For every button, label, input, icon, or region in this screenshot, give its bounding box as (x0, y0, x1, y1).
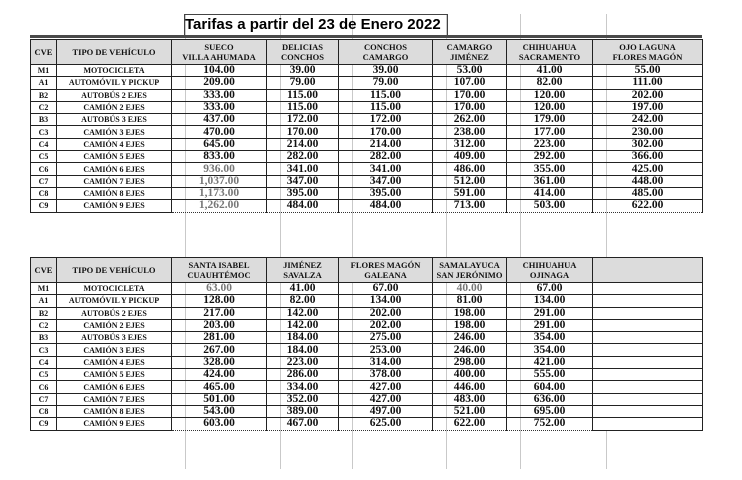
tariff-value-cell: 352.00 (267, 393, 339, 405)
tariff-value-cell: 246.00 (433, 344, 507, 356)
tariff-value-cell: 467.00 (267, 418, 339, 430)
tariff-value-cell: 292.00 (507, 151, 593, 163)
table-1-header-row (31, 40, 703, 65)
tariff-value-cell: 134.00 (339, 295, 433, 307)
tariff-value-cell: 395.00 (339, 187, 433, 199)
tariff-value-cell: 497.00 (339, 405, 433, 417)
table-row (31, 187, 703, 199)
cve-cell: A1 (31, 295, 57, 307)
cve-cell: C4 (31, 138, 57, 150)
empty-cell (593, 418, 703, 430)
tariff-table-2 (30, 257, 703, 431)
table-row (31, 114, 703, 126)
route-header (433, 40, 507, 65)
vehicle-type-cell: CAMIÓN 6 EJES (57, 163, 172, 175)
cve-header: CVE (31, 258, 57, 283)
vehicle-type-cell: CAMIÓN 2 EJES (57, 319, 172, 331)
tariff-value-cell: 555.00 (507, 369, 593, 381)
tariff-value-cell: 79.00 (339, 77, 433, 89)
tariff-value-cell: 603.00 (172, 418, 267, 430)
table-row (31, 77, 703, 89)
tariff-value-cell: 120.00 (507, 101, 593, 113)
tariff-value-cell: 67.00 (507, 283, 593, 295)
route-origin: CAMARGO (446, 42, 493, 52)
empty-cell (593, 393, 703, 405)
route-origin: JIMÉNEZ (283, 260, 322, 270)
cve-cell: C2 (31, 319, 57, 331)
route-destination: CUAUHTÉMOC (187, 270, 251, 280)
tariff-value-cell: 41.00 (507, 65, 593, 77)
table-row (31, 65, 703, 77)
route-destination: SACRAMENTO (518, 52, 581, 62)
route-header (267, 258, 339, 283)
tariff-table-1 (30, 39, 703, 213)
cve-cell: C6 (31, 381, 57, 393)
tariff-value-cell: 170.00 (433, 101, 507, 113)
tariff-value-cell: 39.00 (267, 65, 339, 77)
tariff-value-cell: 636.00 (507, 393, 593, 405)
tariff-value-cell: 223.00 (507, 138, 593, 150)
cve-cell: B3 (31, 332, 57, 344)
tariff-value-cell: 591.00 (433, 187, 507, 199)
tariff-value-cell: 333.00 (172, 101, 267, 113)
tariff-value-cell: 282.00 (339, 151, 433, 163)
empty-cell (593, 356, 703, 368)
empty-cell (593, 344, 703, 356)
route-origin: DELICIAS (281, 42, 324, 52)
tariff-value-cell: 752.00 (507, 418, 593, 430)
empty-cell (593, 332, 703, 344)
tariff-value-cell: 217.00 (172, 307, 267, 319)
tariff-value-cell: 1,262.00 (172, 200, 267, 212)
tariff-value-cell: 1,037.00 (172, 175, 267, 187)
route-header (172, 258, 267, 283)
route-destination: JIMÉNEZ (450, 52, 489, 62)
table-row (31, 405, 703, 417)
empty-cell (593, 283, 703, 295)
vehicle-type-cell: CAMIÓN 5 EJES (57, 369, 172, 381)
route-header (593, 40, 703, 65)
tariff-value-cell: 713.00 (433, 200, 507, 212)
tariff-value-cell: 202.00 (339, 319, 433, 331)
table-row (31, 101, 703, 113)
route-header (339, 40, 433, 65)
tariff-value-cell: 341.00 (339, 163, 433, 175)
tariff-value-cell: 172.00 (339, 114, 433, 126)
route-destination: GALEANA (364, 270, 407, 280)
route-origin: SANTA ISABEL (188, 260, 250, 270)
tariff-value-cell: 622.00 (593, 200, 703, 212)
table-row (31, 138, 703, 150)
tariff-value-cell: 465.00 (172, 381, 267, 393)
route-header (339, 258, 433, 283)
vehicle-type-cell: CAMIÓN 6 EJES (57, 381, 172, 393)
tariff-value-cell: 485.00 (593, 187, 703, 199)
vehicle-type-cell: CAMIÓN 7 EJES (57, 175, 172, 187)
tariff-value-cell: 81.00 (433, 295, 507, 307)
empty-cell (593, 295, 703, 307)
vehicle-type-cell: AUTOMÓVIL Y PICKUP (57, 77, 172, 89)
table-row (31, 344, 703, 356)
vehicle-type-cell: CAMIÓN 3 EJES (57, 344, 172, 356)
tariff-value-cell: 170.00 (267, 126, 339, 138)
tariff-value-cell: 312.00 (433, 138, 507, 150)
empty-header-cell (593, 258, 703, 283)
cve-cell: C7 (31, 175, 57, 187)
table-row (31, 332, 703, 344)
tariff-value-cell: 230.00 (593, 126, 703, 138)
route-origin: SUECO (204, 42, 234, 52)
cve-cell: B2 (31, 307, 57, 319)
tariff-value-cell: 128.00 (172, 295, 267, 307)
vehicle-type-header: TIPO DE VEHÍCULO (57, 258, 172, 283)
cve-cell: A1 (31, 77, 57, 89)
vehicle-type-cell: CAMIÓN 9 EJES (57, 418, 172, 430)
cve-cell: C9 (31, 200, 57, 212)
tariff-value-cell: 281.00 (172, 332, 267, 344)
table-row (31, 356, 703, 368)
tariff-value-cell: 242.00 (593, 114, 703, 126)
tariff-value-cell: 170.00 (433, 89, 507, 101)
cve-cell: C5 (31, 369, 57, 381)
tariff-value-cell: 427.00 (339, 393, 433, 405)
tariff-value-cell: 104.00 (172, 65, 267, 77)
tariff-value-cell: 427.00 (339, 381, 433, 393)
cve-cell: M1 (31, 65, 57, 77)
table-row (31, 175, 703, 187)
route-origin: CONCHOS (364, 42, 407, 52)
tariff-value-cell: 695.00 (507, 405, 593, 417)
tariff-value-cell: 53.00 (433, 65, 507, 77)
tariff-value-cell: 134.00 (507, 295, 593, 307)
route-header (507, 40, 593, 65)
tariff-value-cell: 833.00 (172, 151, 267, 163)
tariff-value-cell: 389.00 (267, 405, 339, 417)
tariff-value-cell: 262.00 (433, 114, 507, 126)
tariff-value-cell: 437.00 (172, 114, 267, 126)
route-origin: CHIHUAHUA (522, 260, 577, 270)
tariff-value-cell: 298.00 (433, 356, 507, 368)
tariff-value-cell: 79.00 (267, 77, 339, 89)
vehicle-type-cell: CAMIÓN 9 EJES (57, 200, 172, 212)
empty-cell (593, 381, 703, 393)
table-row (31, 200, 703, 212)
tariff-value-cell: 333.00 (172, 89, 267, 101)
empty-cell (593, 405, 703, 417)
tariff-value-cell: 198.00 (433, 307, 507, 319)
tariff-value-cell: 354.00 (507, 344, 593, 356)
tariff-value-cell: 197.00 (593, 101, 703, 113)
tariff-value-cell: 41.00 (267, 283, 339, 295)
tariff-value-cell: 291.00 (507, 319, 593, 331)
tariff-value-cell: 238.00 (433, 126, 507, 138)
route-destination: CONCHOS (281, 52, 324, 62)
table-2-header-row (31, 258, 703, 283)
tariff-value-cell: 341.00 (267, 163, 339, 175)
route-destination: VILLA AHUMADA (182, 52, 256, 62)
vehicle-type-cell: MOTOCICLETA (57, 65, 172, 77)
empty-cell (593, 307, 703, 319)
cve-cell: B2 (31, 89, 57, 101)
cve-cell: C3 (31, 344, 57, 356)
tariff-value-cell: 214.00 (267, 138, 339, 150)
route-origin: FLORES MAGÓN (350, 260, 421, 270)
tariff-value-cell: 202.00 (593, 89, 703, 101)
tariff-value-cell: 470.00 (172, 126, 267, 138)
tariff-value-cell: 414.00 (507, 187, 593, 199)
vehicle-type-cell: AUTOBÚS 2 EJES (57, 307, 172, 319)
tariff-value-cell: 275.00 (339, 332, 433, 344)
tariff-value-cell: 82.00 (507, 77, 593, 89)
tariff-value-cell: 115.00 (267, 101, 339, 113)
tariff-value-cell: 424.00 (172, 369, 267, 381)
tariff-value-cell: 361.00 (507, 175, 593, 187)
route-header (172, 40, 267, 65)
tariff-value-cell: 120.00 (507, 89, 593, 101)
tariff-value-cell: 512.00 (433, 175, 507, 187)
cve-cell: C6 (31, 163, 57, 175)
tariff-value-cell: 214.00 (339, 138, 433, 150)
tariff-value-cell: 448.00 (593, 175, 703, 187)
tariff-value-cell: 354.00 (507, 332, 593, 344)
cve-cell: C9 (31, 418, 57, 430)
table-row (31, 393, 703, 405)
table-row (31, 89, 703, 101)
tariff-value-cell: 142.00 (267, 319, 339, 331)
tariff-value-cell: 209.00 (172, 77, 267, 89)
vehicle-type-cell: CAMIÓN 7 EJES (57, 393, 172, 405)
vehicle-type-cell: CAMIÓN 8 EJES (57, 405, 172, 417)
tariff-value-cell: 302.00 (593, 138, 703, 150)
tariff-value-cell: 223.00 (267, 356, 339, 368)
table-row (31, 163, 703, 175)
vehicle-type-cell: CAMIÓN 4 EJES (57, 138, 172, 150)
route-destination: FLORES MAGÓN (612, 52, 683, 62)
route-destination: SAVALZA (283, 270, 322, 280)
route-origin: SAMALAYUCA (439, 260, 500, 270)
page-title: Tarifas a partir del 23 de Enero 2022 (185, 16, 441, 33)
tariff-value-cell: 501.00 (172, 393, 267, 405)
vehicle-type-header: TIPO DE VEHÍCULO (57, 40, 172, 65)
tariff-value-cell: 936.00 (172, 163, 267, 175)
tariff-value-cell: 347.00 (339, 175, 433, 187)
tariff-value-cell: 198.00 (433, 319, 507, 331)
table-row (31, 307, 703, 319)
tariff-value-cell: 645.00 (172, 138, 267, 150)
table-row (31, 151, 703, 163)
vehicle-type-cell: AUTOBÚS 3 EJES (57, 332, 172, 344)
cve-cell: C2 (31, 101, 57, 113)
vehicle-type-cell: CAMIÓN 5 EJES (57, 151, 172, 163)
tariff-value-cell: 67.00 (339, 283, 433, 295)
route-destination: SAN JERÓNIMO (436, 270, 503, 280)
tariff-value-cell: 286.00 (267, 369, 339, 381)
tariff-value-cell: 347.00 (267, 175, 339, 187)
tariff-value-cell: 177.00 (507, 126, 593, 138)
title-underline (30, 35, 702, 38)
tariff-value-cell: 179.00 (507, 114, 593, 126)
cve-header: CVE (31, 40, 57, 65)
tariff-value-cell: 63.00 (172, 283, 267, 295)
tariff-value-cell: 253.00 (339, 344, 433, 356)
vehicle-type-cell: AUTOMÓVIL Y PICKUP (57, 295, 172, 307)
tariff-value-cell: 366.00 (593, 151, 703, 163)
cve-cell: C4 (31, 356, 57, 368)
tariff-value-cell: 142.00 (267, 307, 339, 319)
table-row (31, 381, 703, 393)
tariff-value-cell: 521.00 (433, 405, 507, 417)
route-destination: CAMARGO (362, 52, 409, 62)
table-row (31, 283, 703, 295)
vehicle-type-cell: CAMIÓN 3 EJES (57, 126, 172, 138)
tariff-value-cell: 604.00 (507, 381, 593, 393)
tariff-value-cell: 184.00 (267, 332, 339, 344)
tariff-value-cell: 334.00 (267, 381, 339, 393)
tariff-value-cell: 395.00 (267, 187, 339, 199)
tariff-value-cell: 421.00 (507, 356, 593, 368)
table-row (31, 126, 703, 138)
tariff-value-cell: 115.00 (267, 89, 339, 101)
table-row (31, 319, 703, 331)
tariff-value-cell: 39.00 (339, 65, 433, 77)
route-origin: CHIHUAHUA (522, 42, 577, 52)
cve-cell: C8 (31, 405, 57, 417)
tariff-value-cell: 282.00 (267, 151, 339, 163)
tariff-value-cell: 400.00 (433, 369, 507, 381)
tariff-value-cell: 314.00 (339, 356, 433, 368)
tariff-value-cell: 425.00 (593, 163, 703, 175)
tariff-value-cell: 55.00 (593, 65, 703, 77)
tariff-value-cell: 409.00 (433, 151, 507, 163)
tariff-value-cell: 484.00 (267, 200, 339, 212)
tariff-value-cell: 115.00 (339, 101, 433, 113)
cve-cell: B3 (31, 114, 57, 126)
cve-cell: C5 (31, 151, 57, 163)
tariff-value-cell: 486.00 (433, 163, 507, 175)
route-origin: OJO LAGUNA (619, 42, 676, 52)
cve-cell: C7 (31, 393, 57, 405)
tariff-value-cell: 202.00 (339, 307, 433, 319)
tariff-value-cell: 107.00 (433, 77, 507, 89)
tariff-value-cell: 170.00 (339, 126, 433, 138)
vehicle-type-cell: CAMIÓN 8 EJES (57, 187, 172, 199)
cve-cell: M1 (31, 283, 57, 295)
table-row (31, 369, 703, 381)
tariff-value-cell: 82.00 (267, 295, 339, 307)
tariff-value-cell: 267.00 (172, 344, 267, 356)
vehicle-type-cell: AUTOBÚS 3 EJES (57, 114, 172, 126)
vehicle-type-cell: AUTOBÚS 2 EJES (57, 89, 172, 101)
tariff-value-cell: 184.00 (267, 344, 339, 356)
tariff-value-cell: 40.00 (433, 283, 507, 295)
tariff-value-cell: 291.00 (507, 307, 593, 319)
tariff-value-cell: 355.00 (507, 163, 593, 175)
tariff-value-cell: 203.00 (172, 319, 267, 331)
cve-cell: C3 (31, 126, 57, 138)
tariff-value-cell: 111.00 (593, 77, 703, 89)
table-row (31, 418, 703, 430)
tariff-value-cell: 115.00 (339, 89, 433, 101)
tariff-value-cell: 446.00 (433, 381, 507, 393)
empty-cell (593, 319, 703, 331)
route-header (507, 258, 593, 283)
route-destination: OJINAGA (529, 270, 570, 280)
tariff-value-cell: 622.00 (433, 418, 507, 430)
route-header (267, 40, 339, 65)
tariff-value-cell: 625.00 (339, 418, 433, 430)
tariff-value-cell: 1,173.00 (172, 187, 267, 199)
vehicle-type-cell: CAMIÓN 4 EJES (57, 356, 172, 368)
cve-cell: C8 (31, 187, 57, 199)
empty-cell (593, 369, 703, 381)
tariff-value-cell: 328.00 (172, 356, 267, 368)
tariff-value-cell: 378.00 (339, 369, 433, 381)
tariff-value-cell: 172.00 (267, 114, 339, 126)
title-row (30, 14, 702, 34)
route-header (433, 258, 507, 283)
tariff-value-cell: 503.00 (507, 200, 593, 212)
table-row (31, 295, 703, 307)
tariff-value-cell: 246.00 (433, 332, 507, 344)
vehicle-type-cell: CAMIÓN 2 EJES (57, 101, 172, 113)
vehicle-type-cell: MOTOCICLETA (57, 283, 172, 295)
tariff-value-cell: 543.00 (172, 405, 267, 417)
tariff-value-cell: 483.00 (433, 393, 507, 405)
tariff-value-cell: 484.00 (339, 200, 433, 212)
